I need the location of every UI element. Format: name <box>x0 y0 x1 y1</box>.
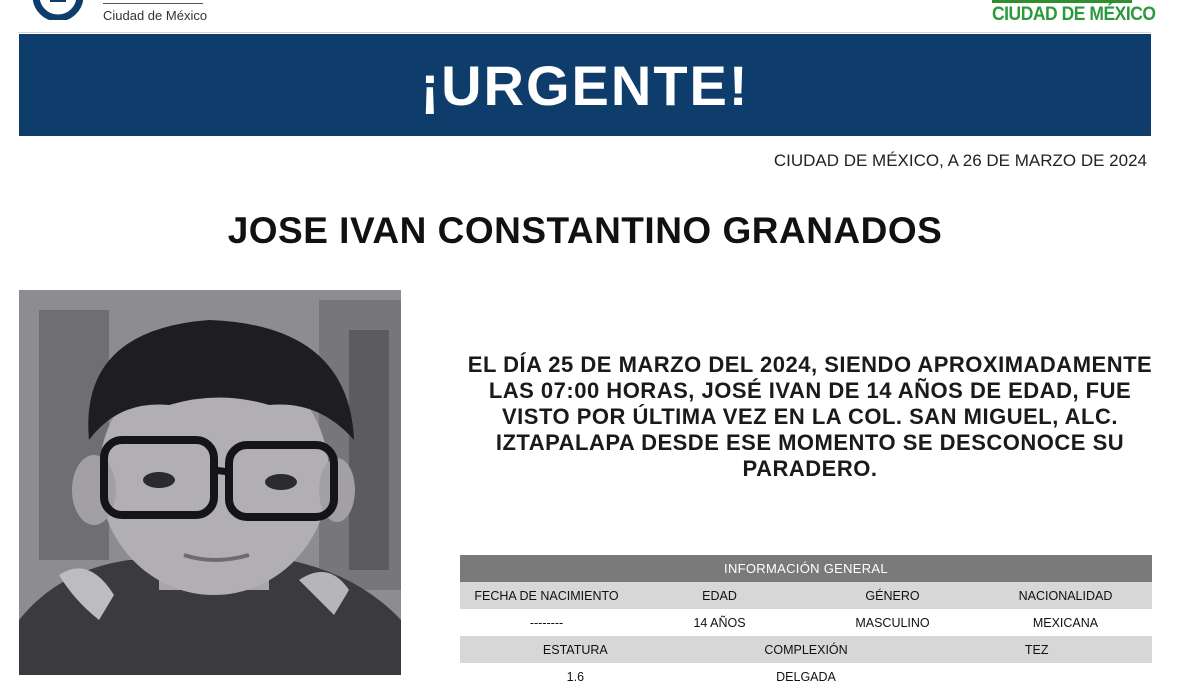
right-logo-text: CIUDAD DE MÉXICO <box>992 4 1156 25</box>
right-logo-bar <box>992 0 1132 3</box>
header-birthdate: FECHA DE NACIMIENTO <box>474 588 619 603</box>
table-row-2 <box>460 663 1152 690</box>
date-line: CIUDAD DE MÉXICO, A 26 DE MARZO DE 2024 <box>773 151 1147 170</box>
header-nationality: NACIONALIDAD <box>1018 588 1113 603</box>
header-age: EDAD <box>702 588 737 603</box>
government-logo-icon <box>22 0 92 20</box>
banner-title: ¡URGENTE! <box>420 53 750 117</box>
value-height: 1.6 <box>566 669 585 684</box>
missing-person-photo <box>19 290 401 675</box>
value-age: 14 AÑOS <box>693 615 746 630</box>
table-row <box>460 609 1152 636</box>
portrait-illustration <box>19 290 401 675</box>
table-header-row-2 <box>460 636 1152 663</box>
value-nationality: MEXICANA <box>1032 615 1099 630</box>
value-birthdate: -------- <box>529 615 564 630</box>
header-height: ESTATURA <box>542 642 608 657</box>
header-divider <box>18 32 1151 33</box>
logo-divider <box>103 3 203 4</box>
table-header-row <box>460 582 1152 609</box>
left-logo-text: Ciudad de México <box>103 8 208 23</box>
value-build: DELGADA <box>776 669 836 684</box>
info-table <box>460 555 1152 690</box>
value-gender: MASCULINO <box>855 615 930 630</box>
person-name: JOSE IVAN CONSTANTINO GRANADOS <box>227 210 943 251</box>
urgent-banner <box>19 34 1151 136</box>
header-gender: GÉNERO <box>865 588 920 603</box>
header-skin: TEZ <box>1024 642 1049 657</box>
table-title-row <box>460 555 1152 582</box>
table-title: INFORMACIÓN GENERAL <box>724 561 888 576</box>
incident-description: EL DÍA 25 DE MARZO DEL 2024, SIENDO APROXIMADAMENTE LAS 07:00 HORAS, JOSÉ IVAN DE 14 AÑOS DE EDAD, FUE VISTO POR ÚLTIMA VEZ EN LA COL. SAN MIGUEL, ALC. IZTAPALAPA DESDE ESE MOMENTO SE DESCONOCE SU PARADERO. <box>467 352 1153 481</box>
header-build: COMPLEXIÓN <box>764 642 848 657</box>
